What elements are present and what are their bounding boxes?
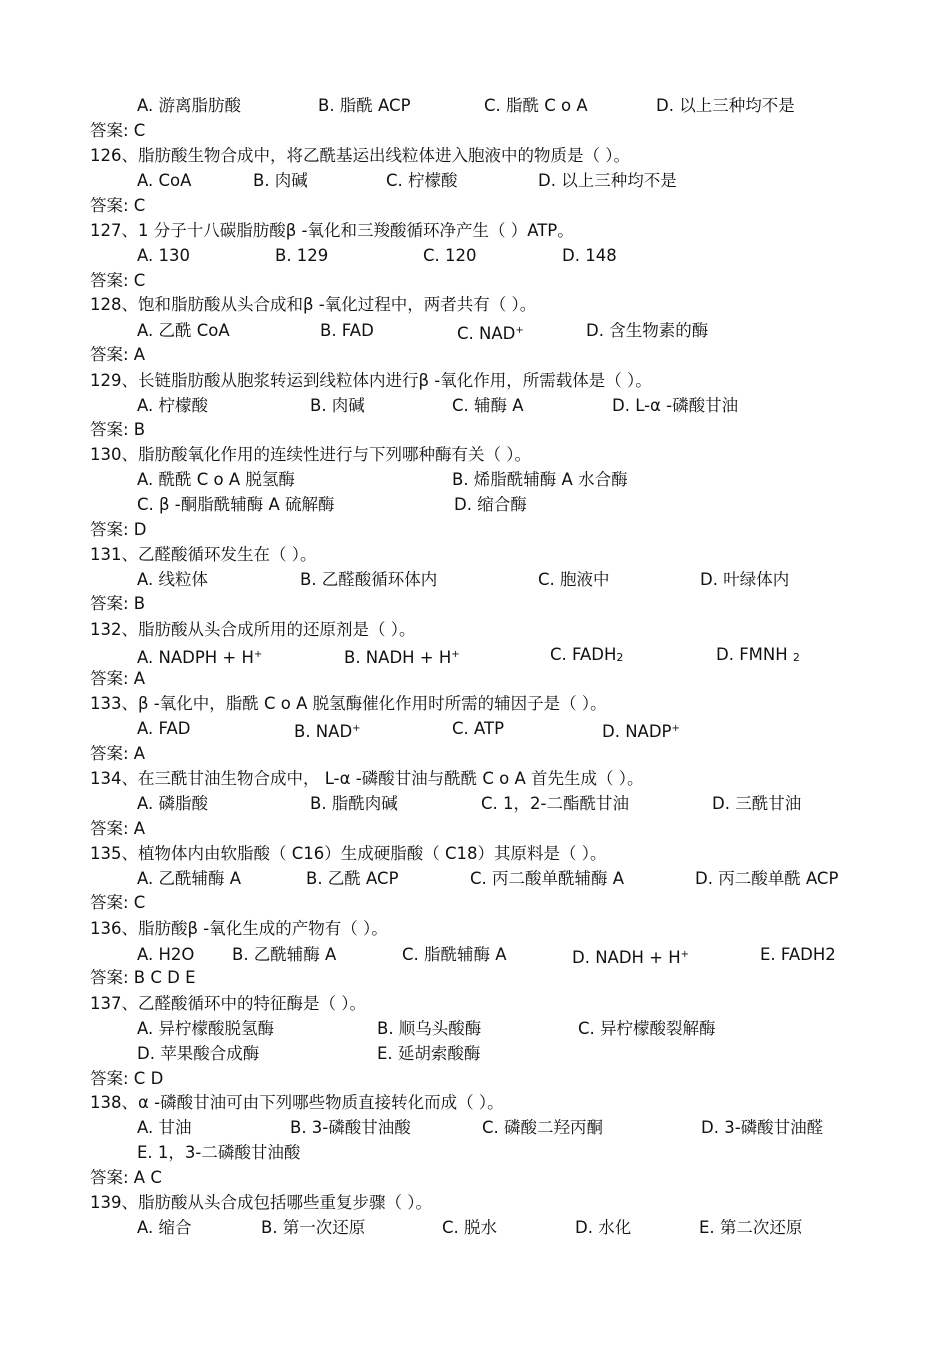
question-stem: 129、长链脂肪酸从胞浆转运到线粒体内进行β -氧化作用，所需载体是（ ）。 [90,371,652,390]
option-d: D. 丙二酸单酰 ACP [695,869,839,888]
answer-line: 答案: A [90,819,146,838]
option-d: D. 以上三种均不是 [538,171,677,190]
option-a: A. 线粒体 [137,570,208,589]
answer-line: 答案: B [90,420,146,439]
option-a: A. 130 [137,246,190,265]
option-a: A. 游离脂肪酸 [137,96,241,115]
option-d: D. 水化 [575,1218,632,1237]
option-d: D. 3-磷酸甘油醛 [701,1118,824,1137]
option-b: B. 肉碱 [253,171,308,190]
question-stem: 134、在三酰甘油生物合成中， L-α -磷酸甘油与酰酰 C o A 首先生成（ ）。 [90,769,644,788]
option-a: A. 柠檬酸 [137,396,208,415]
option-c: C. 120 [423,246,477,265]
option-e: E. FADH2 [760,945,836,964]
option-b: B. 烯脂酰辅酶 A 水合酶 [452,470,628,489]
option-c: C. 辅酶 A [452,396,524,415]
answer-line: 答案: D [90,520,147,539]
option-c: C. 1，2-二酯酰甘油 [481,794,629,813]
question-stem: 135、植物体内由软脂酸（ C16）生成硬脂酸（ C18）其原料是（ ）。 [90,844,607,863]
option-e: E. 第二次还原 [699,1218,803,1237]
option-d: D. 三酰甘油 [712,794,802,813]
option-a: A. H2O [137,945,195,964]
option-b: B. 肉碱 [310,396,365,415]
option-b: B. 脂酰 ACP [318,96,411,115]
option-d: D. 苹果酸合成酶 [137,1044,260,1063]
option-a: A. NADPH + H+ [137,648,263,667]
option-d: D. 含生物素的酶 [586,321,709,340]
question-stem: 137、乙醛酸循环中的特征酶是（ ）。 [90,994,366,1013]
option-c: C. NAD+ [457,324,524,343]
option-b: B. 3-磷酸甘油酸 [290,1118,411,1137]
option-d: D. 叶绿体内 [700,570,790,589]
option-a: A. 磷脂酸 [137,794,208,813]
option-b: B. NADH + H+ [344,648,460,667]
answer-line: 答案: C [90,196,146,215]
option-c: C. 脂酰辅酶 A [402,945,507,964]
option-a: A. 乙酰 CoA [137,321,230,340]
answer-line: 答案: A [90,744,146,763]
question-stem: 132、脂肪酸从头合成所用的还原剂是（ ）。 [90,620,416,639]
option-c: C. 脂酰 C o A [484,96,588,115]
option-c: C. β -酮脂酰辅酶 A 硫解酶 [137,495,335,514]
option-c: C. 柠檬酸 [386,171,458,190]
question-stem: 127、1 分子十八碳脂肪酸β -氧化和三羧酸循环净产生（ ）ATP。 [90,221,574,240]
option-b: B. 129 [275,246,329,265]
answer-line: 答案: B C D E [90,968,196,987]
question-stem: 136、脂肪酸β -氧化生成的产物有（ ）。 [90,919,388,938]
answer-line: 答案: A [90,669,146,688]
option-a: A. 甘油 [137,1118,192,1137]
option-a: A. 乙酰辅酶 A [137,869,242,888]
option-c: C. 胞液中 [538,570,610,589]
option-b: B. 顺乌头酸酶 [377,1019,482,1038]
option-a: A. 缩合 [137,1218,192,1237]
question-stem: 130、脂肪酸氧化作用的连续性进行与下列哪种酶有关（ ）。 [90,445,531,464]
answer-line: 答案: B [90,594,146,613]
question-stem: 139、脂肪酸从头合成包括哪些重复步骤（ ）。 [90,1193,432,1212]
answer-line: 答案: A C [90,1168,162,1187]
option-b: B. 第一次还原 [261,1218,366,1237]
option-d: D. 缩合酶 [454,495,527,514]
option-d: D. NADP+ [602,722,680,741]
answer-line: 答案: A [90,345,146,364]
option-d: D. NADH + H+ [572,948,690,967]
option-d: D. 148 [562,246,617,265]
question-stem: 138、α -磷酸甘油可由下列哪些物质直接转化而成（ ）。 [90,1093,504,1112]
answer-line: 答案: C [90,271,146,290]
question-stem: 133、β -氧化中，脂酰 C o A 脱氢酶催化作用时所需的辅因子是（ ）。 [90,694,607,713]
option-d: D. 以上三种均不是 [656,96,795,115]
option-b: B. FAD [320,321,374,340]
option-c: C. ATP [452,719,505,738]
answer-line: 答案: C [90,121,146,140]
option-b: B. 乙酰 ACP [306,869,399,888]
option-e: E. 延胡索酸酶 [377,1044,481,1063]
option-d: D. L-α -磷酸甘油 [612,396,739,415]
option-b: B. 脂酰肉碱 [310,794,398,813]
question-stem: 126、脂肪酸生物合成中，将乙酰基运出线粒体进入胞液中的物质是（ ）。 [90,146,630,165]
option-c: C. $FADH_2$ [550,645,624,664]
option-b: B. 乙酰辅酶 A [232,945,337,964]
option-d: D. FMNH $_2$ [716,645,800,664]
question-stem: 128、饱和脂肪酸从头合成和β -氧化过程中，两者共有（ ）。 [90,295,537,314]
option-b: B. 乙醛酸循环体内 [300,570,438,589]
option-b: B. NAD+ [294,722,361,741]
answer-line: 答案: C [90,893,146,912]
option-c: C. 磷酸二羟丙酮 [482,1118,604,1137]
option-e: E. 1，3-二磷酸甘油酸 [137,1143,301,1162]
option-c: C. 脱水 [442,1218,498,1237]
option-c: C. 异柠檬酸裂解酶 [578,1019,716,1038]
option-a: A. 异柠檬酸脱氢酶 [137,1019,274,1038]
option-a: A. CoA [137,171,192,190]
option-a: A. 酰酰 C o A 脱氢酶 [137,470,295,489]
answer-line: 答案: C D [90,1069,164,1088]
question-stem: 131、乙醛酸循环发生在（ ）。 [90,545,317,564]
option-a: A. FAD [137,719,191,738]
option-c: C. 丙二酸单酰辅酶 A [470,869,625,888]
